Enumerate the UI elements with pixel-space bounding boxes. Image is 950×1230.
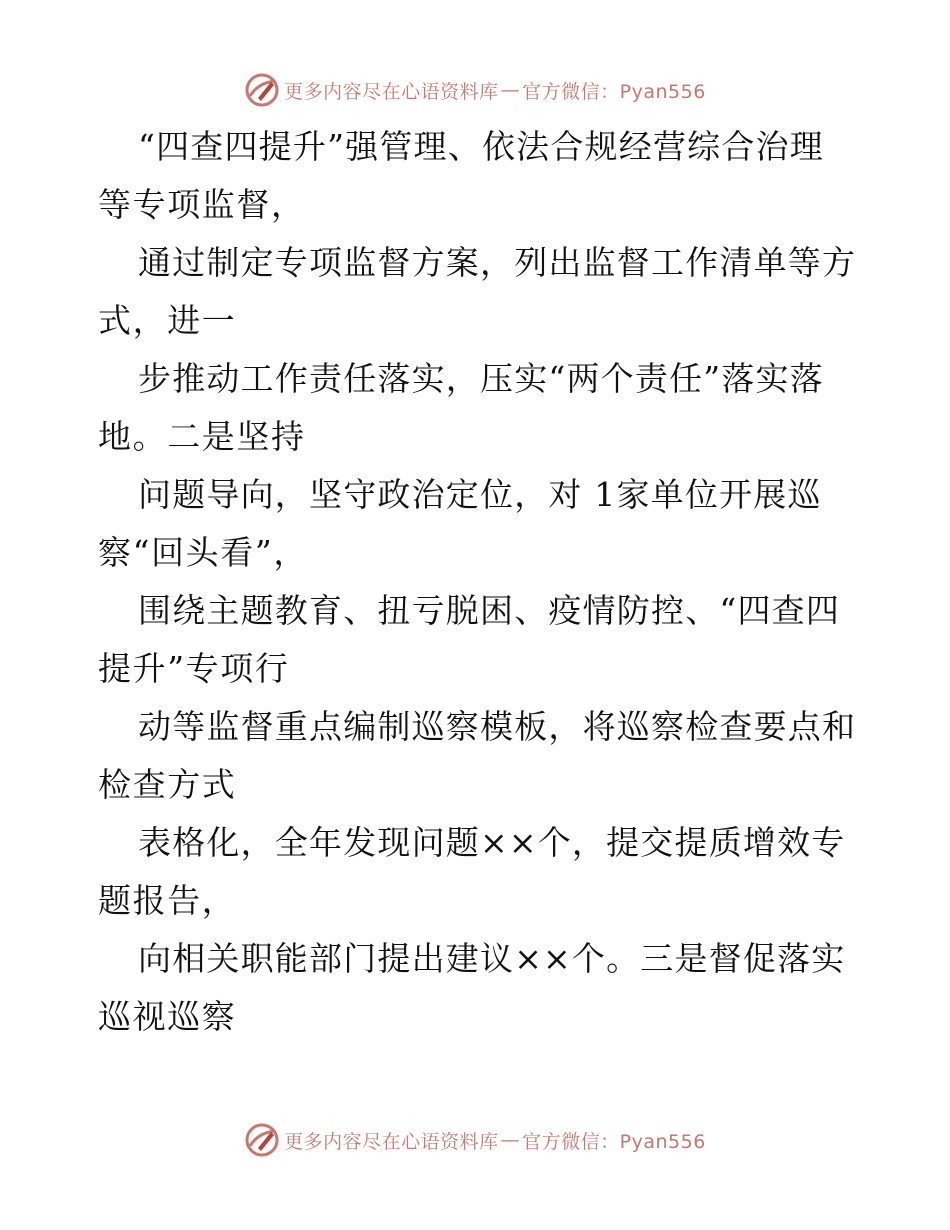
paragraph-line: 提升”专项行 [98, 649, 290, 688]
paragraph-line: 察“回头看”， [98, 533, 308, 572]
paragraph-line: 步推动工作责任落实，压实“两个责任”落实落 [138, 359, 824, 398]
watermark-footer [0, 1120, 950, 1160]
paragraph-line: 问题导向，坚守政治定位，对 1家单位开展巡 [138, 475, 822, 514]
watermark-text: 更多内容尽在心语资料库 [284, 1130, 499, 1153]
document-body [98, 118, 858, 1046]
paragraph-line: 围绕主题教育、扭亏脱困、疫情防控、“四查四 [138, 591, 841, 630]
watermark-account: 官方微信：Pyan556 [522, 80, 706, 103]
paragraph-line: “四查四提升”强管理、依法合规经营综合治理 [138, 127, 824, 166]
paragraph-line: 向相关职能部门提出建议××个。三是督促落实 [138, 939, 846, 978]
watermark-header [0, 70, 950, 110]
paragraph-line: 巡视巡察 [98, 997, 237, 1036]
watermark-text: 更多内容尽在心语资料库 [284, 80, 499, 103]
watermark-account: 官方微信：Pyan556 [522, 1130, 706, 1153]
pen-logo-icon [244, 1122, 280, 1158]
pen-logo-icon [244, 72, 280, 108]
paragraph-line: 地。二是坚持 [98, 417, 306, 456]
paragraph-line: 检查方式 [98, 765, 237, 804]
paragraph-line: 等专项监督， [98, 185, 306, 224]
paragraph-line: 动等监督重点编制巡察模板，将巡察检查要点和 [138, 707, 857, 746]
paragraph-line: 表格化，全年发现问题××个，提交提质增效专 [138, 823, 846, 862]
paragraph-line: 通过制定专项监督方案，列出监督工作清单等方 [138, 243, 857, 282]
watermark-separator: — [500, 1129, 521, 1151]
paragraph-line: 题报告， [98, 881, 237, 920]
paragraph-line: 式，进一 [98, 301, 237, 340]
watermark-separator: — [500, 79, 521, 101]
